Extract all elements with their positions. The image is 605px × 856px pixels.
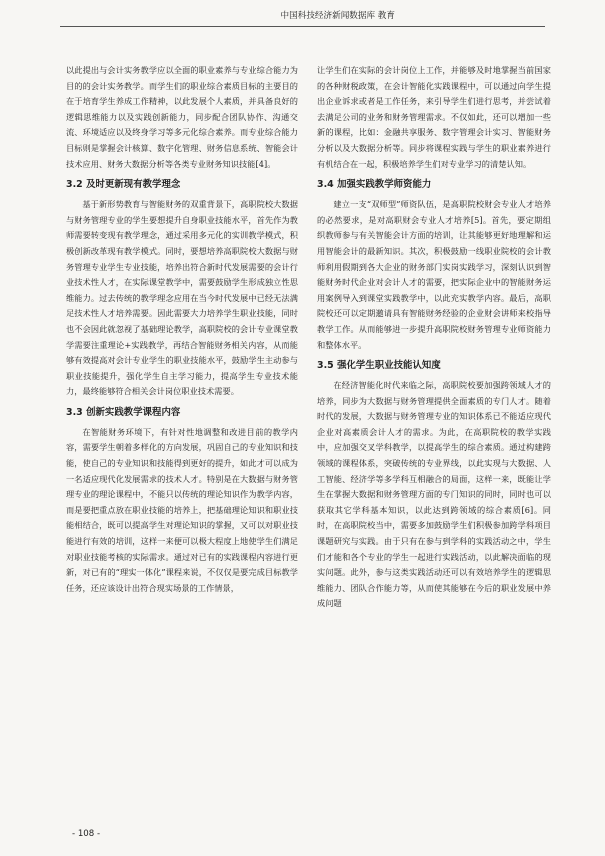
- right-column: [317, 63, 551, 612]
- section-heading: 3.2 及时更新现有教学理念: [66, 179, 181, 191]
- paragraph: 建立一支“双师型”师资队伍，是高职院校财会专业人才培养的必然要求，是对高职财会专业人才培养[5]。首先，要定期组织教师参与有关智能会计方面的培训，让其能够更好地理解和运用智能会计的最新知识。其次，积极鼓励一线职业院校的会计教师利用假期到各大企业的财务部门实岗实践学习，深刻认识到智能财务时代企业对会计人才的需要，把实际企业中的智能财务运用案例导入到课堂实践教学中，以此充实教学内容。最后，高职院校还可以定期邀请具有智能财务经验的企业财会讲师来校指导教学工作。从而能够进一步提升高职院校财务管理专业师资能力和整体水平。: [317, 199, 551, 350]
- page-number: - 108 -: [72, 829, 101, 839]
- header-title: 中国科技经济新闻数据库 教育: [280, 11, 395, 21]
- paragraph: 基于新形势教育与智能财务的双重背景下，高职院校大数据与财务管理专业的学生要想提升自身职业技能水平，首先作为教师需要转变现有教学理念，通过采用多元化的实训教学模式，积极创新改革现有教学模式。同时，要想培养高职院校大数据与财务管理专业学生专业技能，培养出符合新时代发展需要的会计行业技术性人才，在实际课堂教学中，需要鼓励学生形成独立性思维能力。过去传统的教学理念应用在当今时代发展中已经无法满足技术性人才培养需要。因此需要大力培养学生职业技能，同时也不会因此就忽视了基础理论教学，高职院校的会计专业课堂教学需要注重理论+实践教学，再结合智能财务相关内容，从而能够有效提高对会计专业学生的职业技能水平，鼓励学生主动参与职业技能提升，强化学生自主学习能力，提高学生专业技术能力，最终能够符合相关会计岗位职业技术需要。: [66, 199, 298, 397]
- paragraph: 以此提出与会计实务教学应以全面的职业素养与专业综合能力为目的的会计实务教学。而学生们的职业综合素质目标的主要目的在于培育学生养成工作精神，以此发展个人素质，并具备良好的逻辑思维能力以及实践创新能力，同步配合团队协作、沟通交流、环境适应以及终身学习等多元化综合素养。而专业综合能力目标则是掌握会计核算、数字化管理、财务信息系统、智能会计技术应用、财务大数据分析等各类专业财务知识技能[4]。: [66, 65, 298, 169]
- section-heading: 3.5 强化学生职业技能认知度: [317, 360, 441, 372]
- section-heading: 3.4 加强实践教学师资能力: [317, 179, 432, 191]
- section-heading: 3.3 创新实践教学课程内容: [66, 406, 181, 418]
- paragraph: 在经济智能化时代来临之际，高职院校要加强跨领域人才的培养，同步为大数据与财务管理提供全面素质的专门人才。随着时代的发展，大数据与财务管理专业的知识体系已不能适应现代企业对高素质会计人才的需求。为此，在高职院校的教学实践中，应加强交叉学科教学，以提高学生的综合素质。通过构建跨领域的课程体系，突破传统的专业界线，以此实现与大数据、人工智能、经济学等多学科互相融合的局面，这样一来，既能让学生在掌握大数据和财务管理方面的专门知识的同时，同时也可以获取其它学科基本知识，以此达到跨领域的综合素质[6]。同时，在高职院校当中，需要多加鼓励学生们积极参加跨学科项目课题研究与实践。由于只有在参与到学科的实践活动之中，学生们才能和各个专业的学生一起进行实践活动，以此解决面临的现实问题。此外，参与这类实践活动还可以有效培养学生的逻辑思维能力、团队合作能力等，从而使其能够在今后的职业发展中养成问题: [317, 380, 551, 609]
- page-header: [60, 6, 545, 27]
- left-column: [66, 63, 298, 596]
- paragraph: 让学生们在实际的会计岗位上工作，并能够及时地掌握当前国家的各种财税政策，在会计智能化实践课程中，可以通过向学生提出企业诉求或者是工作任务，来引导学生们进行思考，并尝试着去满足公司的业务和财务管理需求。不仅如此，还可以增加一些新的课程，比如：金融共享服务、数字管理会计实习、智能财务分析以及大数据分析等。同步将课程实践与学生的职业素养进行有机结合在一起，积极培养学生们对专业学习的清楚认知。: [317, 65, 551, 169]
- paragraph: 在智能财务环境下，有针对性地调整和改进目前的教学内容，需要学生朝着多样化的方向发展，巩固自己的专业知识和技能，使自己的专业知识和技能得到更好的提升，如此才可以成为一名适应现代化发展需求的技术人才。特别是在大数据与财务管理专业的理论课程中，不能只以传统的理论知识作为教学内容，而是要把重点放在职业技能的培养上，把基础理论知识和职业技能相结合，既可以提高学生对理论知识的掌握，又可以对职业技能进行有效的培训，这样一来便可以极大程度上地使学生们满足对职业技能考核的实际需求。通过对已有的实践课程内容进行更新，对已有的“理实一体化”课程来说，不仅仅是要完成目标教学任务，还应该设计出符合现实场景的工作情景，: [66, 426, 298, 593]
